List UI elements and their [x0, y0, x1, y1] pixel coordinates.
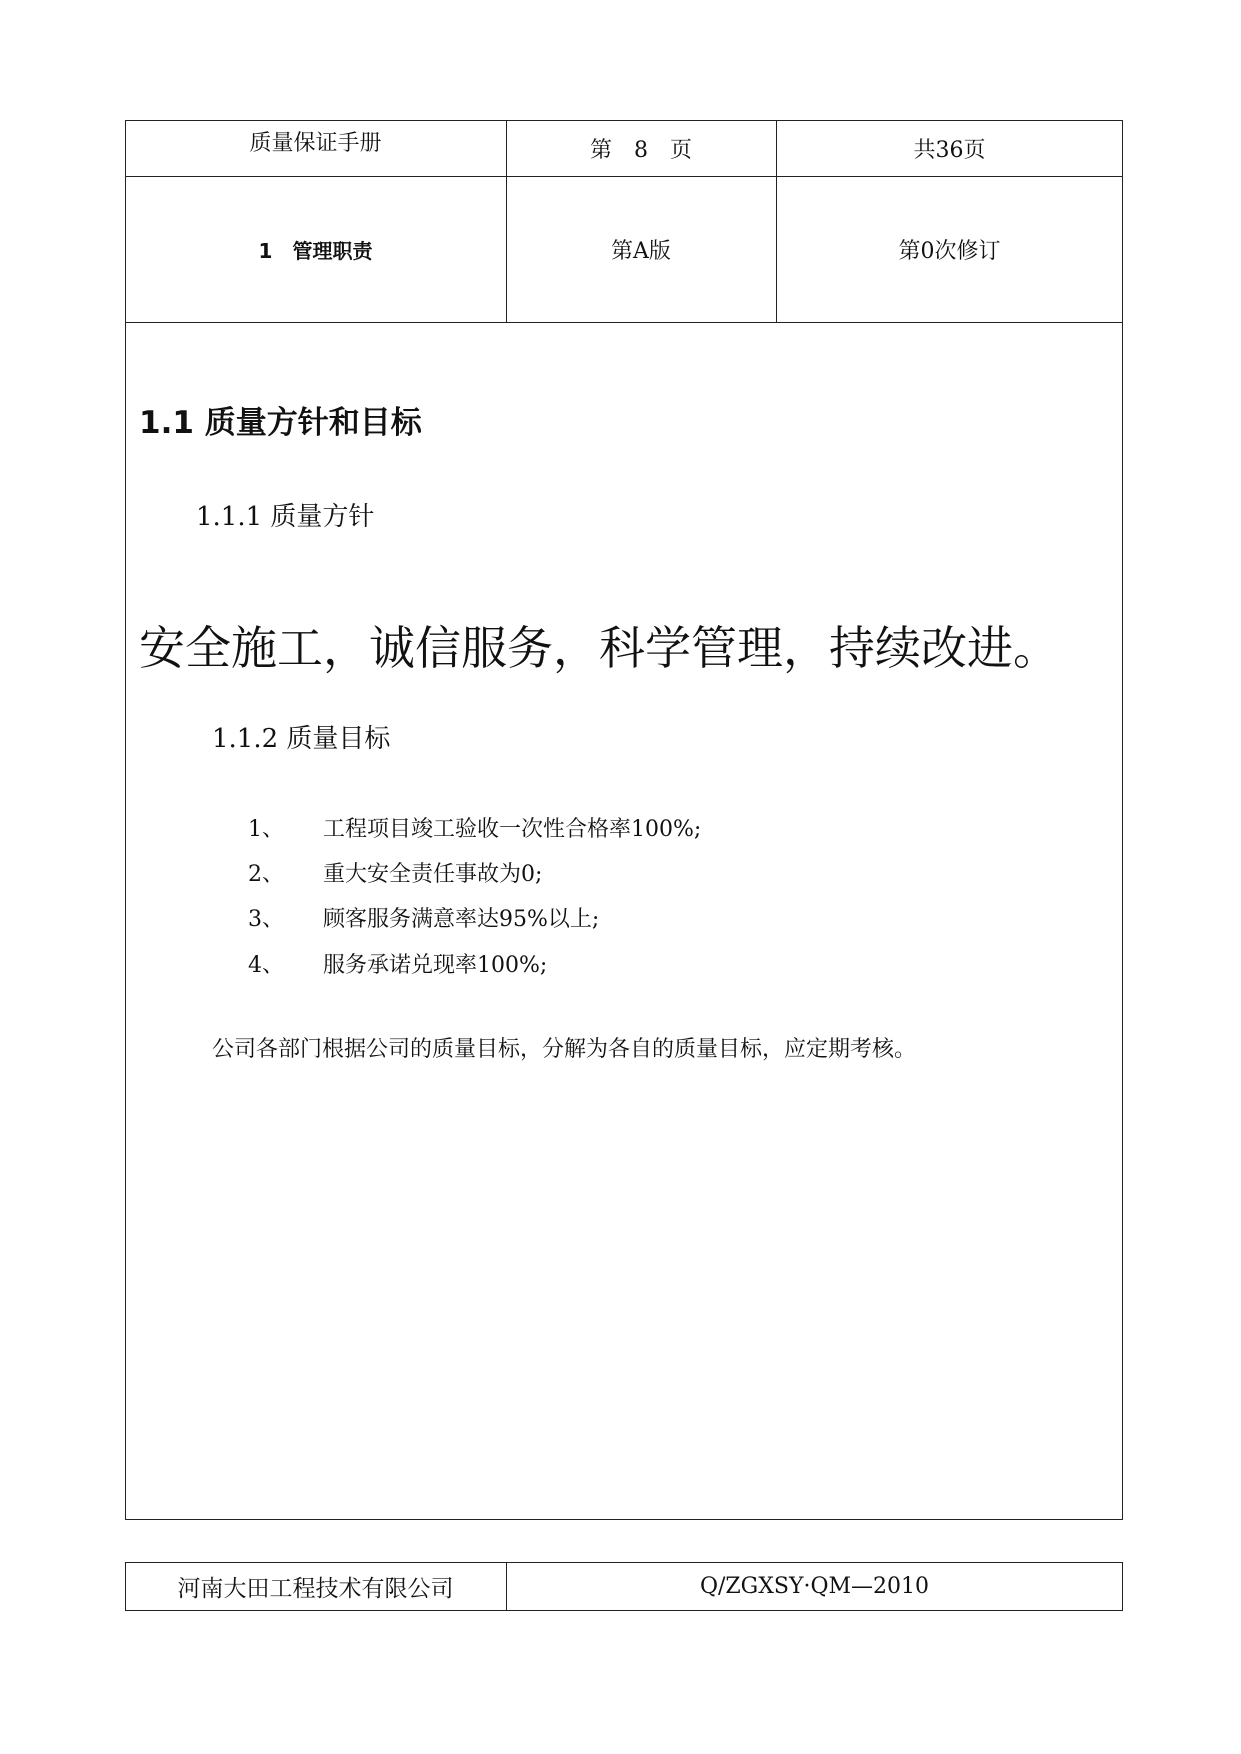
list-item-text: 顾客服务满意率达95%以上;: [323, 907, 600, 932]
list-item-text: 工程项目竣工验收一次性合格率100%;: [323, 817, 702, 842]
subsection-policy-title: 1.1.1 质量方针: [196, 502, 375, 532]
subsection-goals-title: 1.1.2 质量目标: [212, 724, 391, 754]
list-item-text: 服务承诺兑现率100%;: [323, 953, 548, 978]
revision: 第0次修订: [898, 238, 1001, 264]
list-item-number: 1、: [248, 817, 284, 842]
closing-paragraph: 公司各部门根据公司的质量目标，分解为各自的质量目标，应定期考核。: [212, 1037, 917, 1062]
edition: 第A版: [611, 238, 671, 264]
chapter-title: 1 管理职责: [258, 238, 373, 263]
list-item-number: 3、: [248, 907, 284, 932]
list-item-number: 2、: [248, 862, 284, 887]
page-number: 第 8 页: [590, 137, 692, 163]
list-item-text: 重大安全责任事故为0;: [323, 862, 543, 887]
quality-policy: 安全施工，诚信服务，科学管理，持续改进。: [139, 621, 1059, 675]
document-code: Q/ZGXSY·QM—2010: [699, 1574, 930, 1599]
manual-title: 质量保证手册: [249, 130, 382, 156]
section-title: 1.1 质量方针和目标: [139, 405, 422, 441]
header-bottom-border: [125, 322, 1123, 323]
total-pages: 共36页: [913, 137, 986, 163]
company-name: 河南大田工程技术有限公司: [177, 1576, 454, 1602]
list-item-number: 4、: [248, 953, 284, 978]
